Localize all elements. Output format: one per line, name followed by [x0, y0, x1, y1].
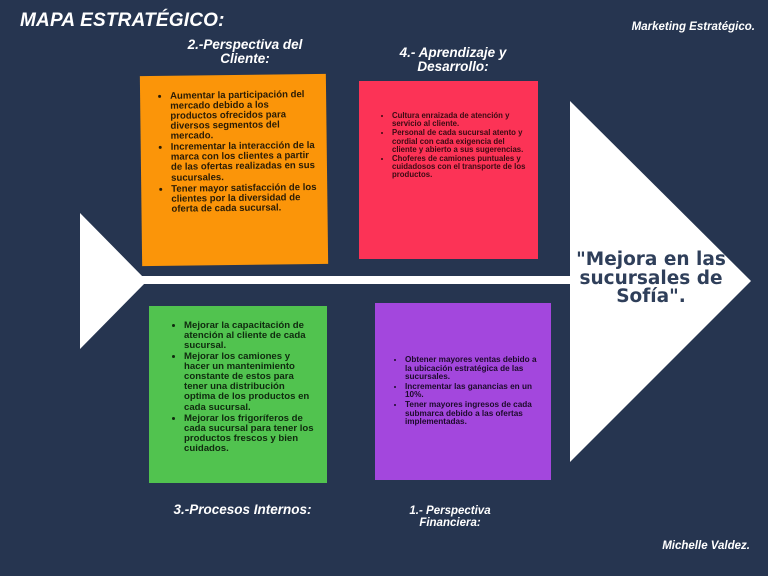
- author-label: Michelle Valdez.: [662, 540, 750, 552]
- objective-list: [374, 112, 528, 179]
- objective-item: • Mejorar los camiones y hacer un mantenimiento constante de estos para tener una distribución optima de los productos en cada sucursal.: [184, 352, 317, 412]
- objective-item: • Incrementar las ganancias en un 10%.: [405, 383, 541, 400]
- arrow-shaft: [128, 276, 573, 284]
- objective-item: • Obtener mayores ventas debido a la ubicación estratégica de las sucursales.: [405, 356, 541, 382]
- heading-line: 2.-Perspectiva del: [187, 37, 303, 52]
- objective-list: [387, 356, 541, 427]
- box-aprendizaje-desarrollo: [359, 81, 538, 259]
- box-perspectiva-financiera: [375, 303, 551, 480]
- page-title: MAPA ESTRATÉGICO:: [20, 10, 225, 31]
- objective-list: [166, 321, 317, 454]
- objective-item: • Tener mayores ingresos de cada submarca debido a las ofertas implementadas.: [405, 401, 541, 427]
- heading-line: 4.- Aprendizaje y: [399, 45, 507, 60]
- objective-item: • Incrementar la interacción de la marca con los clientes a partir de las ofertas realizadas en sus sucursales.: [171, 141, 317, 183]
- heading-aprendizaje-desarrollo: [378, 46, 528, 74]
- objective-list: [152, 90, 317, 215]
- course-label: Marketing Estratégico.: [631, 21, 755, 33]
- objective-item: • Personal de cada sucursal atento y cordial con cada exigencia del cliente y abierto a sus sugerencias.: [392, 129, 528, 154]
- objective-item: • Choferes de camiones puntuales y cuidadosos con el transporte de los productos.: [392, 155, 528, 180]
- heading-line: Desarrollo:: [417, 59, 489, 75]
- objective-item: • Mejorar los frigoríferos de cada sucursal para tener los productos frescos y bien cuidados.: [184, 414, 317, 454]
- strategic-goal: "Mejora en las sucursales de Sofía".: [576, 249, 726, 307]
- heading-procesos-internos: 3.-Procesos Internos:: [173, 502, 312, 517]
- heading-line: Financiera:: [419, 517, 481, 530]
- objective-item: • Mejorar la capacitación de atención al cliente de cada sucursal.: [184, 321, 317, 351]
- objective-item: • Cultura enraizada de atención y servicio al cliente.: [392, 112, 528, 128]
- box-perspectiva-cliente: [140, 74, 328, 266]
- objective-item: • Aumentar la participación del mercado debido a los productos ofrecidos para diversos segmentos del mercado.: [170, 90, 317, 142]
- heading-line: Cliente:: [220, 51, 270, 67]
- heading-perspectiva-cliente: [170, 38, 320, 66]
- objective-item: • Tener mayor satisfacción de los clientes por la diversidad de oferta de cada sucursal.: [171, 183, 317, 215]
- box-procesos-internos: [149, 306, 327, 483]
- heading-perspectiva-financiera: [380, 505, 520, 529]
- heading-line: 1.- Perspectiva: [409, 505, 491, 517]
